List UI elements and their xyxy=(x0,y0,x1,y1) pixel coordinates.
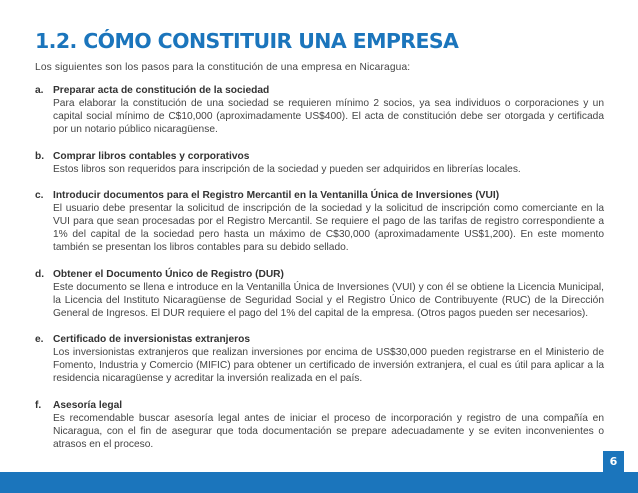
intro-text: Los siguientes son los pasos para la constitución de una empresa en Nicaragua: xyxy=(35,62,411,73)
step-body: El usuario debe presentar la solicitud de inscripción de la sociedad y la solicitud de inscripción como comerciante en la VUI para que sean procesadas por el Registro Mercantil. Se requiere el pago de las tarifas de registro correspondiente a 1% del capital de la sociedad pero hasta un máximo de C$30,000 (aproximadamente US$1,200). En este momento también se presentan los libros contables para su debido sellado. xyxy=(53,203,604,253)
step-title: Asesoría legal xyxy=(53,399,123,411)
step-letter: c. xyxy=(35,190,44,201)
footer-bar xyxy=(0,472,638,493)
step-letter: a. xyxy=(35,85,44,96)
step-body: Estos libros son requeridos para inscripción de la sociedad y pueden ser adquiridos en librerías locales. xyxy=(53,163,521,175)
step-title: Comprar libros contables y corporativos xyxy=(53,150,250,162)
step-title: Obtener el Documento Único de Registro (DUR) xyxy=(53,268,284,280)
steps-list xyxy=(35,84,604,464)
step-f xyxy=(35,399,604,451)
step-d xyxy=(35,268,604,320)
step-letter: d. xyxy=(35,268,45,280)
step-title: Introducir documentos para el Registro Mercantil en la Ventanilla Única de Inversiones (VUI) xyxy=(53,190,500,201)
step-body: Es recomendable buscar asesoría legal antes de iniciar el proceso de incorporación y registro de una compañía en Nicaragua, con el fin de asegurar que toda documentación se prepare adecuadamente y se eviten inconvenientes o atrasos en el proceso. xyxy=(53,412,604,450)
page-title: 1.2. CÓMO CONSTITUIR UNA EMPRESA xyxy=(35,29,459,53)
step-c xyxy=(35,189,604,254)
step-title: Preparar acta de constitución de la sociedad xyxy=(53,85,270,96)
step-body: Para elaborar la constitución de una sociedad se requieren mínimo 2 socios, ya sea individuos o corporaciones y un capital social mínimo de C$10,000 (aproximadamente US$400). El acta de constitución debe ser otorgada y certificada por un notario público nicaragüense. xyxy=(53,98,604,135)
step-b xyxy=(35,150,604,176)
step-body: Este documento se llena e introduce en la Ventanilla Única de Inversiones (VUI) y con él se obtiene la Licencia Municipal, la Licencia del Instituto Nicaragüense de Seguridad Social y el Registro Único de Contribuyente (RUC) de la Dirección General de Ingresos. El DUR requiere el pago del 1% del capital de la empresa. (Otros pagos pueden ser necesarios). xyxy=(53,281,604,319)
step-title: Certificado de inversionistas extranjeros xyxy=(53,334,251,345)
step-letter: b. xyxy=(35,150,45,162)
step-letter: f. xyxy=(35,399,42,411)
step-e xyxy=(35,333,604,385)
step-body: Los inversionistas extranjeros que realizan inversiones por encima de US$30,000 pueden registrarse en el Ministerio de Fomento, Industria y Comercio (MIFIC) para obtener un certificado de inversión extranjera, el cual es útil para aplicar a la residencia nicaragüense y acreditar la inversión realizada en el país. xyxy=(53,347,604,384)
page-number: 6 xyxy=(603,451,624,472)
step-a xyxy=(35,84,604,136)
step-letter: e. xyxy=(35,334,44,345)
